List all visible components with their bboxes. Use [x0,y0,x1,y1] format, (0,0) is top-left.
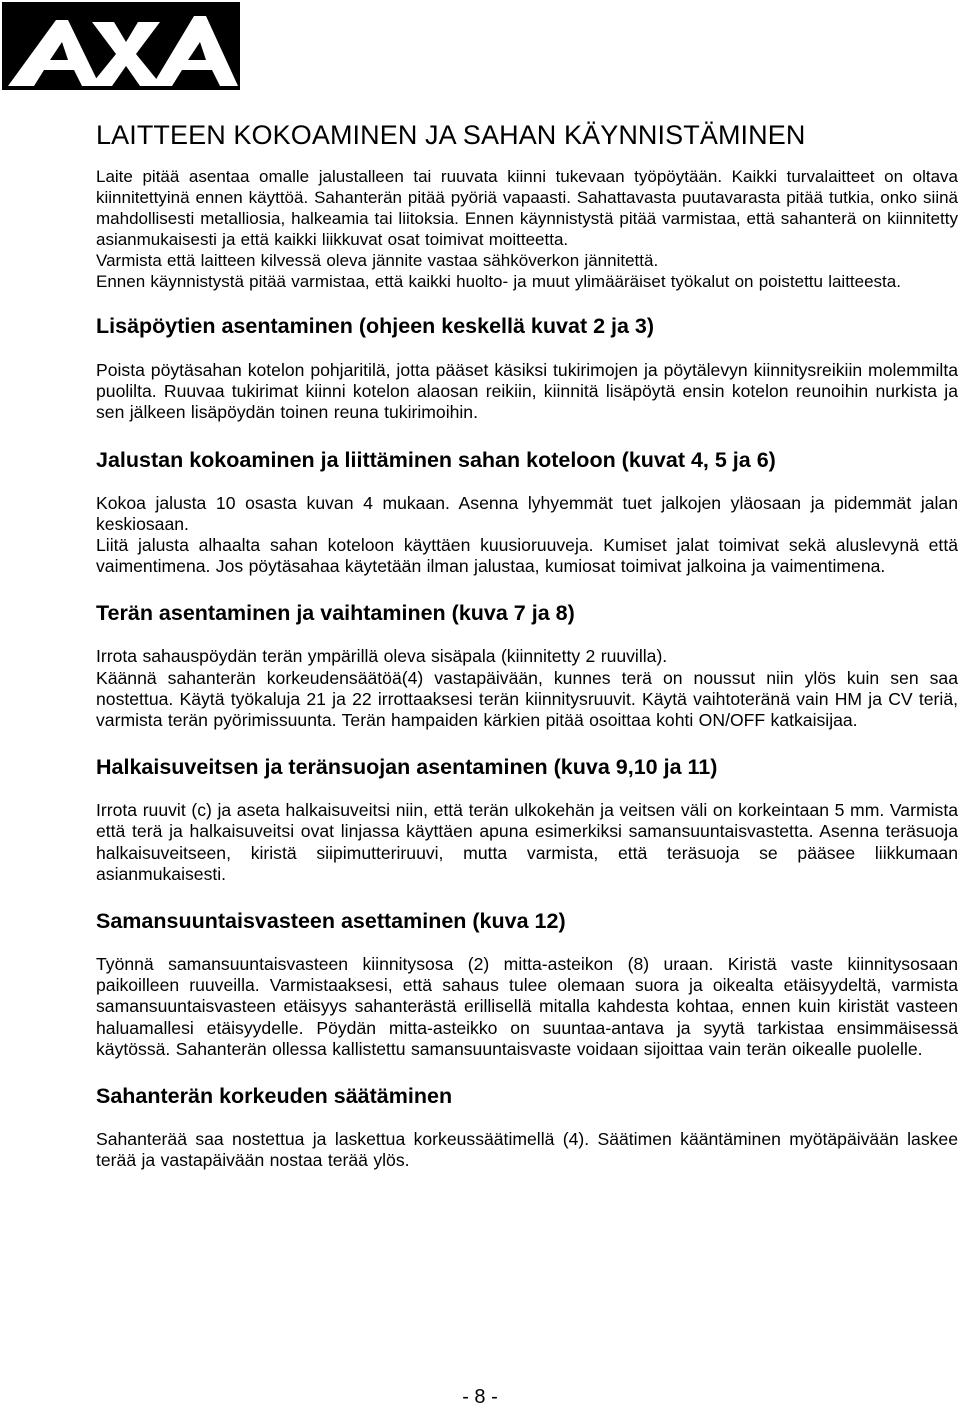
section-paragraph: Sahanterää saa nostettua ja laskettua korkeussäätimellä (4). Säätimen kääntäminen myötäpäivään laskee terää ja vastapäivään nostaa terää ylös. [96,1129,958,1171]
intro-paragraph: Ennen käynnistystä pitää varmistaa, että kaikki huolto- ja muut ylimääräiset työkalut on poistettu laitteesta. [96,272,901,291]
section-lisapoydat [96,312,958,424]
intro-paragraph: Varmista että laitteen kilvessä oleva jännite vastaa sähköverkon jännitettä. [96,251,659,270]
page-title: LAITTEEN KOKOAMINEN JA SAHAN KÄYNNISTÄMINEN [96,120,806,150]
section-heading: Sahanterän korkeuden säätäminen [96,1084,453,1109]
section-samansuuntaisvaste [96,907,958,1060]
section-paragraph: Irrota ruuvit (c) ja aseta halkaisuveitsi niin, että terän ulkokehän ja veitsen väli on korkeintaan 5 mm. Varmista että terä ja halkaisuveitsi ovat linjassa käyttäen apuna esimerkiksi samansuuntaisvastetta. Asenna teräsuoja halkaisuveitseen, kiristä siipimutteriruuvi, mutta varmista, että teräsuoja se pääsee liikkumaan asianmukaisesti. [96,800,958,884]
section-paragraph: Poista pöytäsahan kotelon pohjaritilä, jotta pääset käsiksi tukirimojen ja pöytälevyn kiinnitysreikiin molemmilta puolilta. Ruuvaa tukirimat kiinni kotelon alaosan reikiin, kiinnitä lisäpöytä ensin kotelon reunoihin nurkista ja sen jälkeen lisäpöydän toinen reuna tukirimoihin. [96,360,958,423]
section-paragraph: Käännä sahanterän korkeudensäätöä(4) vastapäivään, kunnes terä on noussut niin ylös kuin sen saa nostettua. Käytä työkaluja 21 ja 22 irrottaaksesi terän kiinnitysruuvit. Käytä vaihtoteränä vain HM ja CV teriä, varmista terän pyörimissuunta. Terän hampaiden kärkien pitää osoittaa kohti ON/OFF katkaisijaa. [96,667,958,731]
intro-section [96,166,958,292]
section-heading: Halkaisuveitsen ja teränsuojan asentaminen (kuva 9,10 ja 11) [96,755,718,780]
section-heading: Samansuuntaisvasteen asettaminen (kuva 12) [96,909,566,934]
axa-logo [2,2,240,90]
intro-paragraph: Laite pitää asentaa omalle jalustalleen tai ruuvata kiinni tukevaan työpöytään. Kaikki turvalaitteet on oltava kiinnitettyinä ennen käyttöä. Sahanterän pitää pyöriä vapaasti. Sahattavasta puutavarasta pitää tutkia, onko siinä mahdollisesti metalliosia, halkeamia tai liitoksia. Ennen käynnistystä pitää varmistaa, että sahanterä on kiinnitetty asianmukaisesti ja että kaikki liikkuvat osat toimivat moitteetta. [96,167,958,249]
axa-logo-graphic [2,2,240,90]
section-tera [96,599,958,731]
section-heading: Jalustan kokoaminen ja liittäminen sahan koteloon (kuvat 4, 5 ja 6) [96,447,776,472]
section-heading: Lisäpöytien asentaminen (ohjeen keskellä kuvat 2 ja 3) [96,314,655,338]
document-body [96,118,958,1171]
section-paragraph: Irrota sahauspöydän terän ympärillä oleva sisäpala (kiinnitetty 2 ruuvilla). [96,646,668,667]
section-paragraph: Kokoa jalusta 10 osasta kuvan 4 mukaan. Asenna lyhyemmät tuet jalkojen yläosaan ja pidemmät jalan keskiosaan. [96,492,958,534]
section-paragraph: Työnnä samansuuntaisvasteen kiinnitysosa (2) mitta-asteikon (8) uraan. Kiristä vaste kiinnitysosaan paikoilleen ruuveilla. Varmistaaksesi, että sahaus tulee olemaan suora ja oikealta etäisyydeltä, varmista samansuuntaisvasteen etäisyys sahanterästä erillisellä mitalla kahdesta kohtaa, ennen kuin kiristät vasteen haluamallesi etäisyydelle. Pöydän mitta-asteikko on suuntaa-antava ja syytä tarkistaa ensimmäisessä käytössä. Sahanterän ollessa kallistettu samansuuntaisvaste voidaan sijoittaa vain terän oikealle puolelle. [96,954,958,1059]
section-korkeus [96,1082,958,1171]
section-paragraph: Liitä jalusta alhaalta sahan koteloon käyttäen kuusioruuveja. Kumiset jalat toimivat sekä aluslevynä että vaimentimena. Jos pöytäsahaa käytetään ilman jalustaa, kumiosat toimivat jalkoina ja vaimentimena. [96,535,958,577]
page-number: - 8 - [462,1386,498,1408]
section-halkaisuveitsi [96,753,958,885]
section-heading: Terän asentaminen ja vaihtaminen (kuva 7 ja 8) [96,601,575,626]
section-jalusta [96,446,958,578]
